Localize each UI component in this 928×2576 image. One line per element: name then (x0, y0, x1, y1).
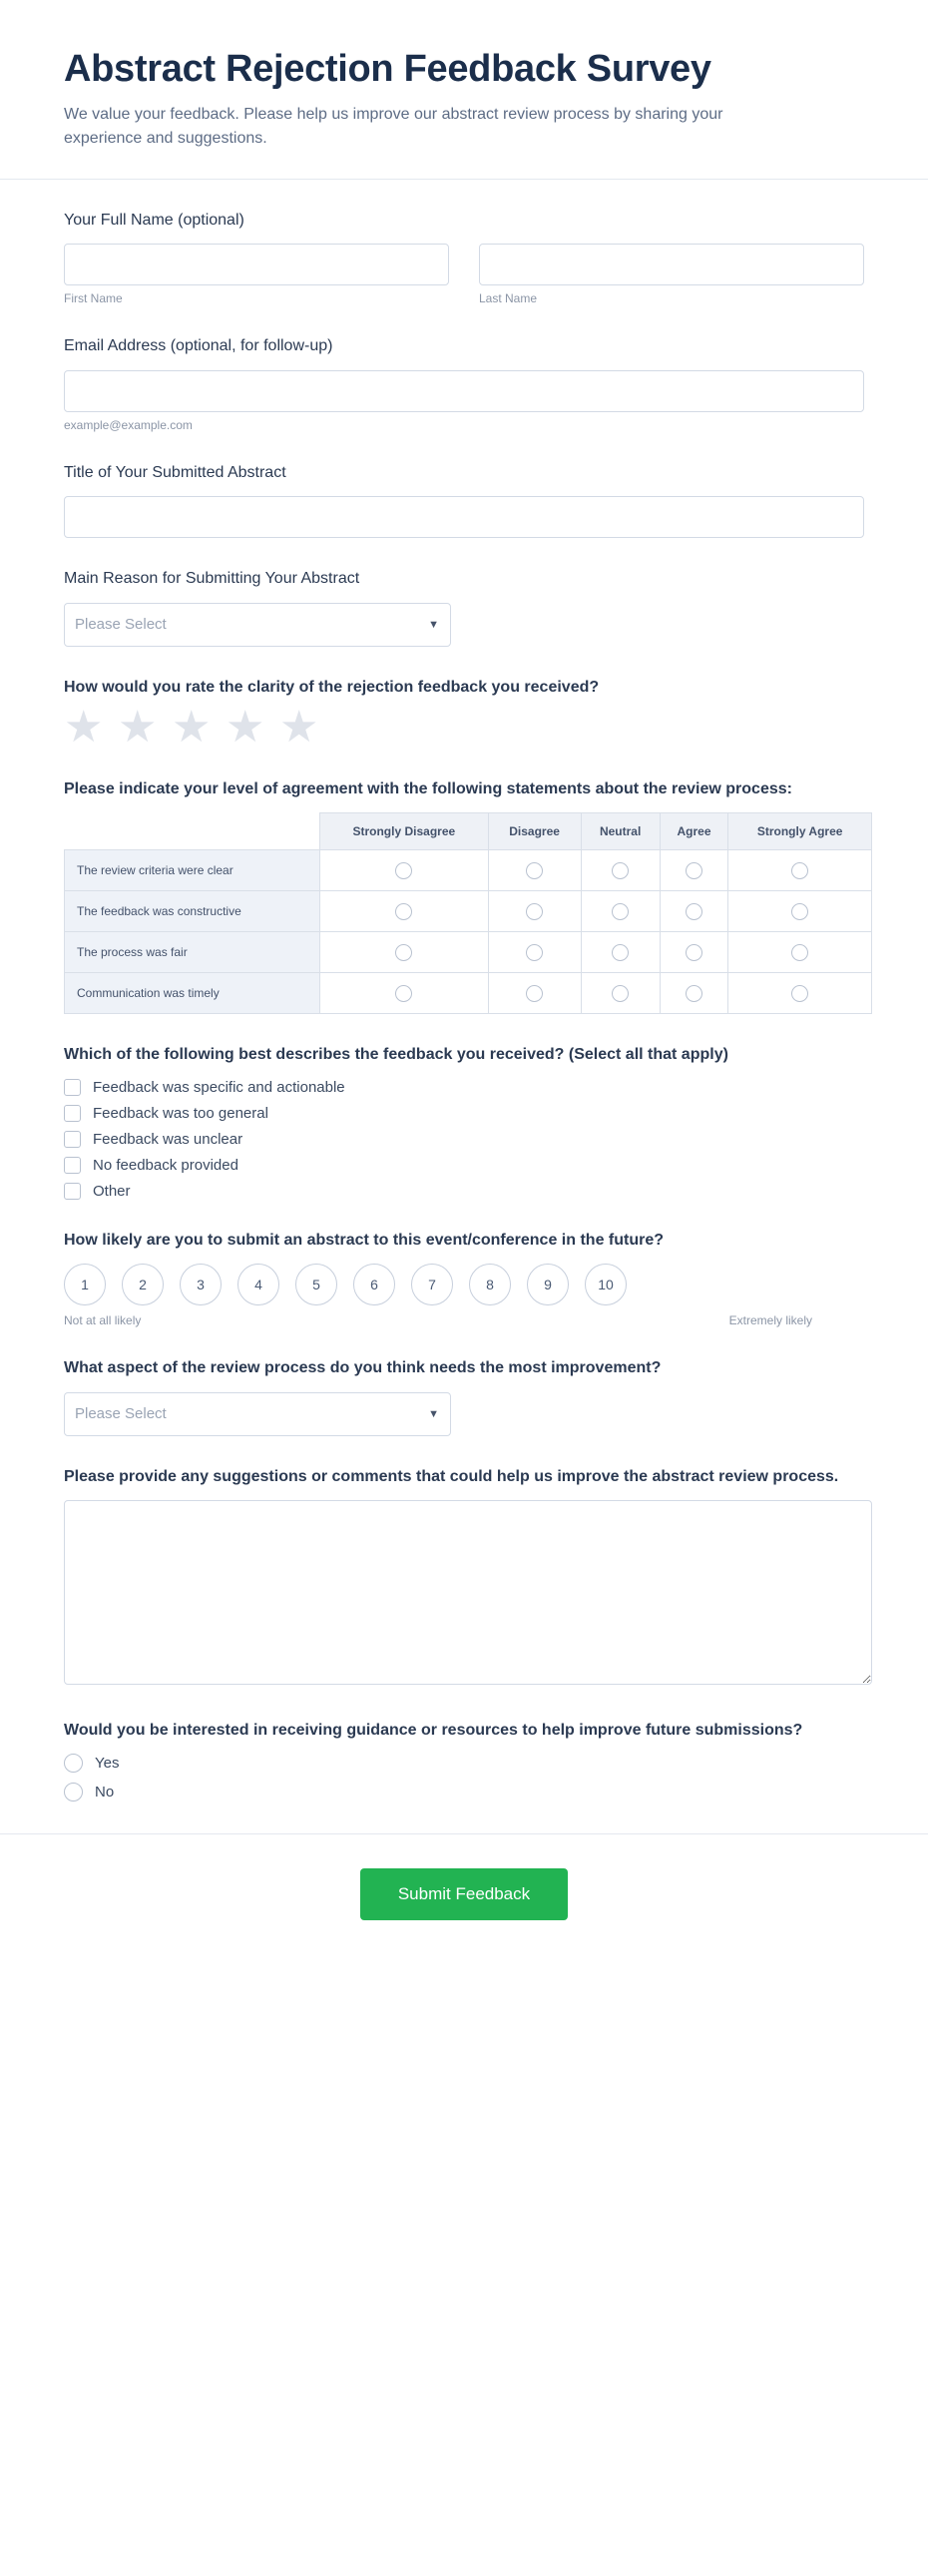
matrix-cell[interactable] (320, 973, 489, 1014)
page-title: Abstract Rejection Feedback Survey (64, 48, 711, 90)
feedback-describe-label: Which of the following best describes the feedback you received? (Select all that apply) (64, 1046, 728, 1064)
checkbox-icon[interactable] (64, 1183, 81, 1200)
list-item[interactable] (64, 1131, 864, 1148)
radio-label: Yes (95, 1755, 120, 1773)
matrix-radio[interactable] (612, 985, 629, 1002)
full-name-label: Your Full Name (optional) (64, 212, 244, 229)
matrix-cell[interactable] (581, 891, 660, 932)
main-reason-select[interactable] (64, 603, 451, 647)
matrix-radio[interactable] (526, 862, 543, 879)
improvement-select-wrap (64, 1392, 451, 1436)
matrix-cell[interactable] (660, 932, 728, 973)
email-field[interactable] (64, 370, 864, 412)
last-name-sublabel: Last Name (479, 291, 538, 306)
matrix-radio[interactable] (791, 903, 808, 920)
email-sublabel: example@example.com (64, 417, 193, 432)
matrix-radio[interactable] (526, 903, 543, 920)
checkbox-label: Other (93, 1182, 131, 1200)
table-row (65, 973, 872, 1014)
scale-option-4[interactable]: 4 (237, 1264, 279, 1305)
last-name-col (479, 244, 864, 305)
field-clarity-rating (64, 677, 864, 752)
checkbox-label: Feedback was unclear (93, 1130, 243, 1148)
matrix-radio[interactable] (395, 862, 412, 879)
star-2-icon[interactable]: ★ (118, 702, 158, 752)
scale-option-2[interactable]: 2 (122, 1264, 164, 1305)
matrix-corner-cell (65, 813, 320, 850)
checkbox-icon[interactable] (64, 1157, 81, 1174)
form-header (0, 0, 928, 180)
matrix-cell[interactable] (728, 891, 872, 932)
matrix-cell[interactable] (728, 932, 872, 973)
improvement-select[interactable] (64, 1392, 451, 1436)
radio-icon[interactable] (64, 1783, 83, 1802)
scale-option-6[interactable]: 6 (353, 1264, 395, 1305)
radio-label: No (95, 1784, 115, 1802)
matrix-cell[interactable] (728, 850, 872, 891)
main-reason-select-wrap (64, 603, 451, 647)
likelihood-label: How likely are you to submit an abstract to this event/conference in the future? (64, 1231, 665, 1249)
matrix-header-row (65, 813, 872, 850)
field-guidance (64, 1720, 864, 1802)
checkbox-icon[interactable] (64, 1105, 81, 1122)
star-rating[interactable] (64, 702, 864, 752)
matrix-row-label: The review criteria were clear (65, 850, 320, 891)
scale-option-8[interactable]: 8 (469, 1264, 511, 1305)
matrix-col-header: Strongly Disagree (320, 813, 489, 850)
form-footer (0, 1833, 928, 1960)
matrix-radio[interactable] (686, 944, 702, 961)
scale-option-1[interactable]: 1 (64, 1264, 106, 1305)
matrix-radio[interactable] (395, 985, 412, 1002)
matrix-cell[interactable] (488, 891, 581, 932)
main-reason-label: Main Reason for Submitting Your Abstract (64, 570, 360, 588)
matrix-label: Please indicate your level of agreement with the following statements about the review process: (64, 779, 792, 797)
field-full-name (64, 210, 864, 305)
matrix-radio[interactable] (395, 903, 412, 920)
matrix-radio[interactable] (526, 944, 543, 961)
suggestions-label: Please provide any suggestions or comments that could help us improve the abstract review process. (64, 1467, 839, 1485)
matrix-radio[interactable] (791, 985, 808, 1002)
checkbox-label: No feedback provided (93, 1156, 238, 1174)
table-row (65, 850, 872, 891)
agreement-matrix-table (64, 812, 872, 1014)
list-item[interactable] (64, 1079, 864, 1096)
matrix-radio[interactable] (612, 862, 629, 879)
list-item[interactable] (64, 1754, 864, 1773)
name-row (64, 244, 864, 305)
matrix-radio[interactable] (612, 944, 629, 961)
matrix-cell[interactable] (320, 932, 489, 973)
matrix-radio[interactable] (395, 944, 412, 961)
suggestions-textarea[interactable] (64, 1500, 872, 1685)
guidance-label: Would you be interested in receiving guidance or resources to help improve future submissions? (64, 1721, 803, 1739)
checkbox-icon[interactable] (64, 1131, 81, 1148)
field-feedback-describe (64, 1044, 864, 1199)
matrix-radio[interactable] (791, 944, 808, 961)
matrix-cell[interactable] (660, 891, 728, 932)
list-item[interactable] (64, 1783, 864, 1802)
email-label: Email Address (optional, for follow-up) (64, 337, 333, 355)
scale-option-9[interactable]: 9 (527, 1264, 569, 1305)
matrix-col-header: Disagree (488, 813, 581, 850)
page-subtitle: We value your feedback. Please help us improve our abstract review process by sharing your experience and suggestions. (64, 106, 723, 147)
radio-icon[interactable] (64, 1754, 83, 1773)
field-email (64, 335, 864, 431)
improvement-label: What aspect of the review process do you think needs the most improvement? (64, 1359, 662, 1377)
matrix-row-label: The feedback was constructive (65, 891, 320, 932)
form-body (0, 180, 928, 1802)
last-name-input[interactable] (479, 244, 864, 285)
field-agreement-matrix (64, 778, 864, 1014)
scale-legend-right: Extremely likely (728, 1313, 812, 1328)
scale-legend (64, 1313, 812, 1327)
matrix-col-header: Strongly Agree (728, 813, 872, 850)
guidance-options (64, 1754, 864, 1802)
matrix-cell[interactable] (488, 973, 581, 1014)
list-item[interactable] (64, 1105, 864, 1122)
field-suggestions (64, 1466, 864, 1690)
matrix-col-header: Agree (660, 813, 728, 850)
matrix-cell[interactable] (660, 973, 728, 1014)
matrix-cell[interactable] (320, 891, 489, 932)
likelihood-scale (64, 1264, 864, 1305)
star-5-icon[interactable]: ★ (279, 702, 319, 752)
field-likelihood (64, 1230, 864, 1327)
list-item[interactable] (64, 1183, 864, 1200)
feedback-describe-options (64, 1079, 864, 1200)
matrix-radio[interactable] (686, 985, 702, 1002)
matrix-cell[interactable] (581, 850, 660, 891)
clarity-rating-label: How would you rate the clarity of the rejection feedback you received? (64, 678, 600, 696)
matrix-radio[interactable] (612, 903, 629, 920)
scale-option-7[interactable]: 7 (411, 1264, 453, 1305)
abstract-title-label: Title of Your Submitted Abstract (64, 463, 286, 481)
checkbox-label: Feedback was specific and actionable (93, 1078, 345, 1096)
checkbox-label: Feedback was too general (93, 1104, 268, 1122)
scale-legend-left: Not at all likely (64, 1313, 142, 1328)
checkbox-icon[interactable] (64, 1079, 81, 1096)
matrix-row-label: Communication was timely (65, 973, 320, 1014)
star-1-icon[interactable]: ★ (64, 702, 104, 752)
field-improvement (64, 1357, 864, 1435)
field-abstract-title (64, 462, 864, 538)
matrix-radio[interactable] (526, 985, 543, 1002)
matrix-col-header: Neutral (581, 813, 660, 850)
matrix-cell[interactable] (660, 850, 728, 891)
table-row (65, 891, 872, 932)
matrix-cell[interactable] (488, 932, 581, 973)
matrix-cell[interactable] (728, 973, 872, 1014)
matrix-radio[interactable] (791, 862, 808, 879)
matrix-cell[interactable] (581, 932, 660, 973)
table-row (65, 932, 872, 973)
field-main-reason (64, 568, 864, 646)
first-name-input[interactable] (64, 244, 449, 285)
matrix-radio[interactable] (686, 862, 702, 879)
first-name-sublabel: First Name (64, 291, 123, 306)
matrix-cell[interactable] (320, 850, 489, 891)
first-name-col (64, 244, 449, 305)
scale-option-5[interactable]: 5 (295, 1264, 337, 1305)
scale-option-10[interactable]: 10 (585, 1264, 627, 1305)
matrix-cell[interactable] (581, 973, 660, 1014)
chevron-down-icon: ▼ (428, 618, 439, 631)
list-item[interactable] (64, 1157, 864, 1174)
matrix-radio[interactable] (686, 903, 702, 920)
matrix-cell[interactable] (488, 850, 581, 891)
star-3-icon[interactable]: ★ (172, 702, 212, 752)
matrix-row-label: The process was fair (65, 932, 320, 973)
chevron-down-icon: ▼ (428, 1407, 439, 1420)
scale-option-3[interactable]: 3 (180, 1264, 222, 1305)
submit-button[interactable]: Submit Feedback (360, 1868, 568, 1920)
abstract-title-input[interactable] (64, 496, 864, 538)
star-4-icon[interactable]: ★ (226, 702, 265, 752)
